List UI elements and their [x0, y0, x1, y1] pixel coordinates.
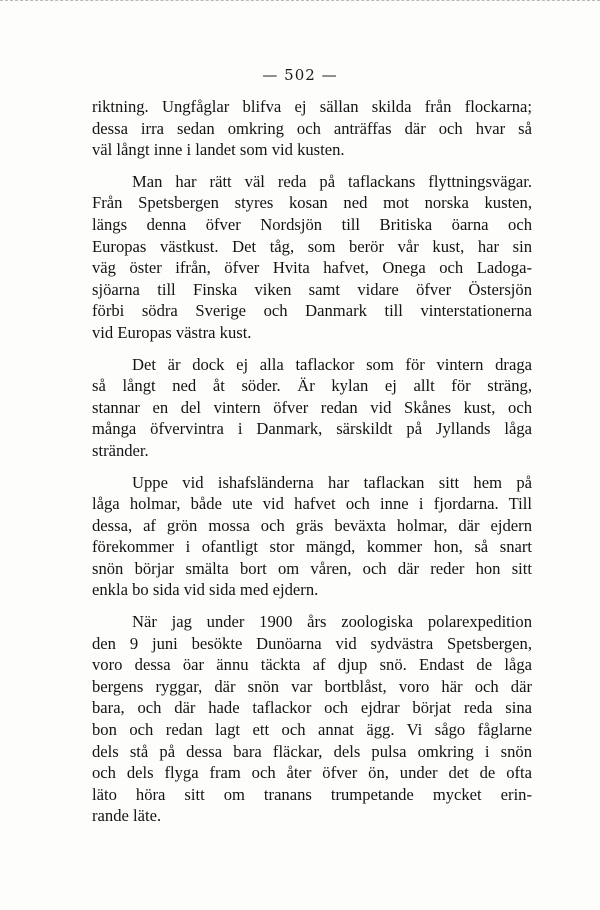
paragraph-1 — [92, 96, 532, 161]
page-number: — 502 — — [262, 66, 338, 84]
text-line: förekommer i ofantligt stor mängd, kommer hon, så snart — [92, 537, 532, 557]
paragraph-5 — [92, 611, 532, 827]
text-line: stränder. — [92, 440, 149, 460]
text-line: Uppe vid ishafsländerna har taflackan sitt hem på — [132, 472, 532, 492]
text-line: Det är dock ej alla taflackor som för vintern draga — [132, 354, 532, 374]
text-line: sjöarna till Finska viken samt vidare öfver Östersjön — [92, 279, 532, 299]
text-line: dessa irra sedan omkring och anträffas där och hvar så — [92, 118, 532, 138]
text-line: snön börjar smälta bort om våren, och där reder hon sitt — [92, 558, 532, 578]
text-line: så långt ned åt söder. Är kylan ej allt för sträng, — [92, 376, 532, 396]
paragraph-4 — [92, 472, 532, 602]
body-text — [92, 96, 532, 837]
text-line: dels stå på dessa bara fläckar, dels pulsa omkring i snön — [92, 741, 532, 761]
text-line: bon och redan lagt ett och annat ägg. Vi sågo fåglarne — [92, 720, 532, 740]
text-line: bara, och där hade taflackor och ejdrar börjat reda sina — [92, 698, 532, 718]
text-line: Från Spetsbergen styres kosan ned mot norska kusten, — [92, 193, 532, 213]
top-edge-rule — [0, 0, 600, 1]
text-line: låga holmar, både ute vid hafvet och inne i fjordarna. Till — [92, 494, 532, 514]
text-line: enkla bo sida vid sida med ejdern. — [92, 580, 319, 600]
text-line: många öfvervintra i Danmark, särskildt på Jyllands låga — [92, 419, 532, 439]
text-line: väl långt inne i landet som vid kusten. — [92, 140, 345, 160]
text-line: voro dessa öar ännu täckta af djup snö. Endast de låga — [92, 655, 532, 675]
text-line: längs denna öfver Nordsjön till Britiska öarna och — [92, 214, 532, 234]
paragraph-3 — [92, 354, 532, 462]
text-line: väg öster ifrån, öfver Hvita hafvet, Onega och Ladoga- — [92, 258, 532, 278]
text-line: Man har rätt väl reda på taflackans flyttningsvägar. — [132, 171, 532, 191]
text-line: stannar en del vintern öfver redan vid Skånes kust, och — [92, 397, 532, 417]
text-line: förbi södra Sverige och Danmark till vinterstationerna — [92, 301, 532, 321]
text-line: läto höra sitt om tranans trumpetande mycket erin- — [92, 784, 532, 804]
text-line: riktning. Ungfåglar blifva ej sällan skilda från flockarna; — [92, 97, 532, 116]
text-line: vid Europas västra kust. — [92, 322, 252, 342]
paragraph-2 — [92, 171, 532, 344]
text-line: När jag under 1900 års zoologiska polarexpedition — [132, 612, 532, 632]
text-line: och dels flyga fram och åter öfver ön, under det de ofta — [92, 763, 532, 783]
text-line: den 9 juni besökte Dunöarna vid sydvästra Spetsbergen, — [92, 633, 532, 653]
text-line: bergens ryggar, där snön var bortblåst, voro här och där — [92, 676, 532, 696]
text-line: Europas västkust. Det tåg, som berör vår kust, har sin — [92, 236, 532, 256]
text-line: dessa, af grön mossa och gräs beväxta holmar, där ejdern — [92, 515, 532, 535]
text-line: rande läte. — [92, 806, 162, 826]
